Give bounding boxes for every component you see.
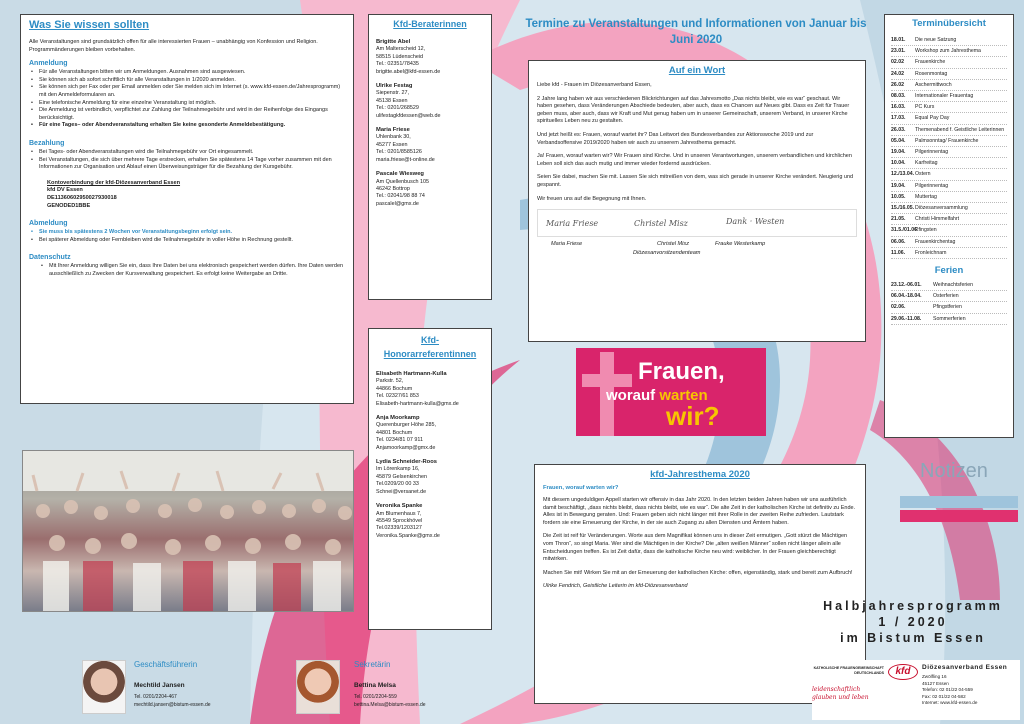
berater-list — [376, 39, 484, 208]
termin-row — [891, 291, 1007, 302]
termin-row — [891, 57, 1007, 68]
termin-text: Pfingstferien — [933, 304, 962, 311]
sig-name-3: Frauke Westerkamp — [715, 241, 766, 248]
termin-text: Equal Pay Day — [915, 115, 950, 122]
anmeldung-item: • Für alle Veranstaltungen bitten wir um Anmeldungen. Ausnahmen sind ausgewiesen. — [29, 69, 345, 77]
termin-row — [891, 46, 1007, 57]
gf-contact — [82, 660, 282, 718]
termin-text: Sommerferien — [933, 315, 966, 322]
contact-name: Maria Friese — [376, 127, 410, 134]
bezahlung-list — [29, 149, 345, 172]
konto-iban: DE11360602950027930018 — [47, 194, 117, 201]
contact-line: 58515 Lüdenscheid — [376, 53, 424, 60]
termin-row — [891, 302, 1007, 313]
contact-line: Tel.: 0201/268529 — [376, 105, 419, 112]
wort-p: Ja! Frauen, worauf warten wir? Wir Frauen sind Kirche. Und in unseren Verantwortungen, unserem verbandlichen und kirchlichen Leben soll sich das auch mutig und immer wieder fordernd ausdrücken. — [537, 153, 852, 167]
contact-line: Am Malterscheid 12, — [376, 46, 426, 53]
termin-text: Osterferien — [933, 293, 959, 300]
wort-title: Auf ein Wort — [668, 65, 726, 76]
banner-line3: wir? — [666, 401, 720, 431]
termin-row — [891, 69, 1007, 80]
termin-row — [891, 125, 1007, 136]
contact-line: Tel. 0234/81 07 911 — [376, 437, 423, 444]
wort-p: Liebe kfd - Frauen im Diözesanverband Essen, — [537, 82, 652, 88]
contact-line: 44801 Bochum — [376, 429, 413, 436]
dv-address-line: 45127 Essen — [922, 680, 949, 686]
termin-date: 02.02 — [891, 59, 904, 66]
termin-row — [891, 35, 1007, 46]
bezahlung-item: • Bei Veranstaltungen, die sich über mehrere Tage erstrecken, erhalten Sie spätestens 14 Tage vorher zusammen mit den Informationen zur Organisation und Ablauf einen Überweisungsträger für die Bezahlung der Kursgebühr. — [29, 157, 345, 172]
contact-line[interactable]: Anjamoorkamp@gmx.de — [376, 444, 436, 451]
contact-line: 44866 Bochum — [376, 385, 413, 392]
anmeldung-list — [29, 69, 345, 130]
termin-text: Karfreitag — [915, 160, 938, 167]
contact-line: 45138 Essen — [376, 97, 408, 104]
uebersicht-box — [884, 14, 1014, 438]
abmeldung-list — [29, 229, 345, 244]
konto-block — [47, 180, 345, 210]
termin-text: Internationaler Frauentag — [915, 93, 974, 100]
konto-heading: Kontoverbindung der kfd-Diözesanverband Essen — [47, 179, 181, 186]
honorar-list — [376, 371, 484, 540]
termin-row — [891, 102, 1007, 113]
termin-date: 31.5./01.06. — [891, 227, 919, 234]
contact-person — [376, 415, 484, 452]
anmeldung-item: • Sie können sich per Fax oder per Email anmelden oder Sie melden sich im Internet (s. www.kfd-essen.de/Jahresprogramm) mit den Anmeldeformularen an. — [29, 84, 345, 99]
signature-strip — [537, 209, 857, 237]
termin-row — [891, 203, 1007, 214]
termin-row — [891, 80, 1007, 91]
notizen-label: Notizen — [920, 460, 988, 482]
termin-date: 26.03. — [891, 126, 906, 133]
anmeldung-item: • Für eine Tages– oder Abendveranstaltung erhalten Sie keine gesonderte Anmeldebestätigung. — [29, 122, 345, 130]
notizen-bar-pink — [900, 510, 1018, 522]
contact-line: Am Quellenbusch 105 — [376, 178, 430, 185]
program-title — [808, 598, 1018, 646]
contact-line: Tel.: 02041/98 88 74 — [376, 193, 425, 200]
termin-text: Diözesanversammlung — [915, 205, 968, 212]
contact-name: Brigitte Abel — [376, 39, 411, 45]
kfd-small: KATHOLISCHE FRAUENGEMEINSCHAFT DEUTSCHLANDS — [813, 666, 884, 675]
contact-line[interactable]: Elisabeth-hartmann-kulla@gmx.de — [376, 400, 459, 407]
termin-date: 06.06. — [891, 238, 906, 245]
contact-person — [376, 127, 484, 164]
program-line2: 1 / 2020 — [878, 615, 948, 629]
berater-title: Kfd-Beraterinnen — [393, 19, 467, 29]
termin-row — [891, 280, 1007, 291]
termin-text: Christi Himmelfahrt — [915, 216, 960, 223]
berater-box — [368, 14, 492, 300]
termin-text: PC Kurs — [915, 104, 935, 111]
dv-address-line: Telefon: 02 01/22 04-559 — [922, 687, 973, 693]
info-box — [20, 14, 354, 404]
termin-row — [891, 147, 1007, 158]
contact-line: Tel.: 0201/8585126 — [376, 149, 422, 156]
anmeldung-item: • Eine telefonische Anmeldung für eine einzelne Veranstaltung ist möglich. — [29, 100, 345, 108]
termin-date: 17.03. — [891, 115, 906, 122]
signature-3: Dank · Westen — [726, 217, 785, 227]
contact-line[interactable]: pascalel@gmx.de — [376, 200, 419, 207]
honorar-box — [368, 328, 492, 630]
jahresthema-p: Mit diesem ungeduldigen Appell starten wir offensiv in das Jahr 2020. In den letzten beiden Jahren haben wir uns ausführlich damit beschäftigt, „dass nichts bleibt, dass nichts bleibt, wie es war“. Die alte Zeit in der katholischen Kirche ist definitiv zu Ende. Alles ist in Bewegung geraten. Und: Frauen geben sich nicht länger mit ihrer Rolle in der zweiten Reihe zufrieden. Lautstark fordern sie eine Erneuerung der Kirche, in der sie auch Zugang zu allen Diensten und Ämtern haben. — [543, 497, 856, 526]
jahresthema-title: kfd-Jahresthema 2020 — [650, 469, 750, 480]
termin-date: 15./16.05. — [891, 205, 915, 212]
contact-line[interactable]: maria.friese@t-online.de — [376, 156, 435, 163]
contact-line: 45549 Sprockhövel — [376, 517, 423, 524]
contact-line: Tel.02339/1203127 — [376, 525, 422, 532]
wort-p: Seien Sie dabei, machen Sie mit. Lassen Sie sich mitreißen von dem, was sich gerade in unserer Kirche verändert. Neugierig und gespannt. — [537, 174, 854, 188]
campaign-banner — [576, 348, 766, 436]
abmeldung-item: • Bei späterer Abmeldung oder Fernbleiben wird die Teilnahmegebühr in voller Höhe in Rechnung gestellt. — [29, 237, 345, 245]
gf-tel: Tel. 0201/2204-467 — [134, 694, 177, 700]
termin-date: 11.06. — [891, 249, 906, 256]
contact-line: Siepenstr. 27, — [376, 90, 409, 97]
termin-text: Die neue Satzung — [915, 37, 957, 43]
termin-text: Workshop zum Jahresthema — [915, 48, 981, 55]
bezahlung-item: • Bei Tages- oder Abendveranstaltungen wird die Teilnahmegebühr vor Ort eingesammelt. — [29, 149, 345, 157]
termin-date: 21.05. — [891, 216, 906, 223]
termin-text: Pilgerinnentag — [915, 149, 949, 156]
anmeldung-item: • Sie können sich ab sofort schriftlich für alle Veranstaltungen in 1/2020 anmelden. — [29, 77, 345, 85]
termin-text: Weihnachtsferien — [933, 282, 973, 289]
sek-tel: Tel. 0201/2204-559 — [354, 694, 397, 700]
jahresthema-subtitle: Frauen, worauf warten wir? — [543, 485, 619, 491]
contact-person — [376, 39, 484, 76]
datenschutz-item: • Mit Ihrer Anmeldung willigen Sie ein, dass Ihre Daten bei uns elektronisch gespeichert werden dürfen. Ihre Daten werden ausschließlich zu Zwecken der Kursverwaltung gespeichert. Es erfolgt keine Weitergabe an Dritte. — [39, 263, 345, 278]
termin-date: 29.06.-11.08. — [891, 315, 922, 322]
contact-line: Im Lörenkamp 16, — [376, 466, 420, 473]
dv-address-line: Internet: www.kfd-essen.de — [922, 700, 978, 706]
termin-date: 23.01. — [891, 48, 906, 55]
signature-names — [537, 241, 857, 261]
datenschutz-list — [29, 263, 345, 278]
termin-text: Rosenmontag — [915, 70, 948, 77]
program-line1: Halbjahresprogramm — [823, 599, 1003, 613]
termin-date: 23.12.-06.01. — [891, 282, 922, 289]
termin-date: 19.04. — [891, 149, 906, 156]
uebersicht-title: Terminübersicht — [912, 18, 986, 29]
datenschutz-heading: Datenschutz — [29, 254, 71, 262]
termine-heading: Termine zu Veranstaltungen und Informationen von Januar bis Juni 2020 — [525, 18, 867, 46]
notizen-bar-blue — [900, 496, 1018, 508]
sig-name-1: Maria Friese — [551, 241, 583, 248]
kfd-slogan: leidenschaftlich glauben und leben — [812, 686, 869, 701]
jahresthema-p: Die Zeit ist reif für Veränderungen. Worte aus dem Magnifikat können uns in dieser Zeit ermutigen. „Gott stürzt die Mächtigen vom Thron“, so singt Maria. Wer sind die Mächtigen in der Kirche? Die „alten weißen Männer“ sollen nicht länger allein alle Entscheidungen treffen. Es ist Zeit dafür, dass die katholische Kirche neu wird: weiblicher. In der Frauen gleichberechtigt mitwirken. — [543, 533, 848, 563]
contact-line: Tel.0209/20 00 33 — [376, 481, 419, 488]
contact-name: Ulrike Festag — [376, 83, 413, 90]
termin-row — [891, 136, 1007, 147]
termin-text: Aschermittwoch — [915, 81, 952, 88]
termin-row — [891, 214, 1007, 225]
termin-row — [891, 113, 1007, 124]
jahresthema-author: Ulrike Fendrich, Geistliche Leiterin im kfd-Diözesanverband — [543, 583, 688, 590]
kfd-footer — [812, 660, 1020, 720]
anmeldung-item: • Die Anmeldung ist verbindlich, verpflichtet zur Zahlung der Teilnahmegebühr und wird in der Reihenfolge des Eingangs berücksichtigt. — [29, 107, 345, 122]
wort-p: Und jetzt heißt es: Frauen, worauf wartet ihr? Das Leitwort des Bundesverbandes zur Aktionswoche 2019 und zur Verbandsoffensive 2019/2020 haben wir auch zu unserem Jahresthema gemacht. — [537, 131, 814, 146]
contact-person — [376, 503, 484, 540]
sig-name-2: Christel Misz — [657, 241, 690, 248]
gf-mail: mechtild.jansen@bistum-essen.de — [134, 702, 211, 708]
termin-date: 18.01. — [891, 37, 906, 43]
ferien-list — [891, 280, 1007, 325]
contact-line[interactable]: Veronika.Spanke@gmx.de — [376, 532, 440, 539]
termin-date: 19.04. — [891, 182, 906, 189]
abmeldung-heading: Abmeldung — [29, 220, 68, 228]
info-intro: Alle Veranstaltungen sind grundsätzlich offen für alle interessierten Frauen – unabhängig von Konfession und Religion. Programmänderungen bleiben vorbehalten. — [29, 39, 318, 53]
termin-row — [891, 314, 1007, 325]
contact-line: Am Blumenhaus 7, — [376, 510, 422, 517]
signature-1: Maria Friese — [546, 219, 599, 229]
contact-line: Tel. 02327/61 853 — [376, 393, 419, 400]
termin-text: Palmsonntag/ Frauenkirche — [915, 137, 979, 144]
contact-name: Lydia Schneider-Roos — [376, 459, 437, 466]
contact-line: Querenburger Höhe 285, — [376, 422, 436, 429]
dv-address — [922, 674, 977, 707]
contact-line: 45277 Essen — [376, 141, 408, 148]
contact-person — [376, 171, 484, 208]
bezahlung-heading: Bezahlung — [29, 139, 65, 147]
termin-row — [891, 158, 1007, 169]
contact-person — [376, 459, 484, 496]
termin-row — [891, 169, 1007, 180]
gf-avatar — [82, 660, 126, 714]
dv-address-line: Zwölfling 16 — [922, 674, 947, 679]
konto-bank: kfd DV Essen — [47, 187, 83, 194]
contact-person — [376, 371, 484, 408]
termin-text: Pilgerinnentag — [915, 182, 949, 189]
contact-name: Pascale Wiesweg — [376, 171, 424, 178]
dv-name: Diözesanverband Essen — [922, 664, 1008, 671]
wort-box — [528, 60, 866, 342]
termin-row — [891, 91, 1007, 102]
termin-date: 12./13.04. — [891, 171, 915, 178]
termin-row — [891, 181, 1007, 192]
contact-line[interactable]: brigitte.abel@kfd-essen.de — [376, 68, 441, 75]
banner-warten: warten — [659, 387, 708, 404]
group-photo — [22, 450, 354, 612]
contact-name: Elisabeth Hartmann-Kulla — [376, 371, 447, 377]
termin-text: Themenabend f. Geistliche Leiterinnen — [915, 126, 1005, 133]
termin-row — [891, 225, 1007, 236]
termin-text: Pfingsten — [915, 227, 937, 234]
signature-2: Christel Misz — [634, 219, 688, 229]
termin-text: Frauenkirche — [915, 59, 946, 66]
termin-date: 26.02 — [891, 81, 904, 88]
contact-line[interactable]: ulifestagkfdessen@web.de — [376, 112, 441, 119]
termin-date: 16.03. — [891, 104, 906, 111]
abmeldung-item: • Sie muss bis spätestens 2 Wochen vor Veranstaltungsbeginn erfolgt sein. — [29, 229, 345, 237]
wort-p: Wir freuen uns auf die Begegnung mit Ihnen. — [537, 195, 647, 202]
termin-date: 02.06. — [891, 304, 906, 311]
crowd-illustration — [23, 451, 354, 612]
termin-date: 05.04. — [891, 137, 906, 144]
sek-contact — [296, 660, 496, 718]
contact-line: Parkstr. 52, — [376, 378, 404, 385]
wort-p: 2 Jahre lang haben wir aus verschiedenen Blickrichtungen auf das Jahresmotto „Das nichts bleibt, wie es war“ geschaut. Wir haben gesehen, dass Veränderungen Abschiede bedeuten, aber auch, dass es Chancen auf Neues gibt. Dass es Zeit für Trauer geben muss, aber auch, dass wir Kraft und Mut genug haben um in unserer Gemeinschaft, unserem Verband, in unserer Kirche spirituelles Leben neu zu gestalten. — [537, 95, 850, 125]
contact-line[interactable]: Schnei@versanet.de — [376, 488, 427, 495]
termin-date: 06.04.-18.04. — [891, 293, 922, 300]
sig-sub: Diözesanvorsitzendenteam — [633, 250, 701, 257]
termin-date: 10.04. — [891, 160, 906, 167]
ferien-title: Ferien — [934, 265, 964, 277]
gf-name: Mechtild Jansen — [134, 682, 185, 689]
contact-name: Veronika Spanke — [376, 503, 423, 510]
termin-list — [891, 35, 1007, 259]
sek-mail: bettina.Melsa@bistum-essen.de — [354, 702, 426, 708]
sek-name: Bettina Melsa — [354, 682, 396, 689]
contact-name: Anja Moorkamp — [376, 415, 420, 422]
honorar-title: Kfd-Honorarreferentinnen — [383, 335, 477, 359]
termin-date: 08.03. — [891, 93, 906, 100]
contact-line: Tel.: 02351/78435 — [376, 61, 419, 68]
contact-line: Uhlenbank 30, — [376, 134, 411, 141]
dv-address-line: Fax: 02 01/22 04-582 — [922, 693, 966, 699]
termin-row — [891, 192, 1007, 203]
contact-line: 45879 Gelsenkirchen — [376, 473, 427, 480]
termin-text: Fronleichnam — [915, 249, 947, 256]
sek-title: Sekretärin — [354, 660, 391, 669]
jahresthema-p: Machen Sie mit! Wirken Sie mit an der Erneuerung der katholischen Kirche: offen, eigenständig, stark und bereit zum Aufbruch! — [543, 569, 853, 576]
program-line3: im Bistum Essen — [840, 631, 986, 645]
termin-text: Frauenkirchentag — [915, 238, 956, 245]
banner-line1: Frauen, — [638, 358, 725, 385]
banner-worauf: worauf — [606, 387, 656, 404]
termin-text: Muttertag — [915, 193, 937, 200]
termin-date: 10.05. — [891, 193, 906, 200]
gf-title: Geschäftsführerin — [134, 660, 198, 669]
termin-row — [891, 237, 1007, 248]
info-title: Was Sie wissen sollten — [29, 19, 150, 31]
contact-line: 46242 Bottrop — [376, 185, 410, 192]
termin-text: Ostern — [915, 171, 931, 178]
kfd-logo: kfd — [888, 664, 918, 680]
termin-row — [891, 248, 1007, 259]
anmeldung-heading: Anmeldung — [29, 60, 68, 68]
konto-bic: GENODED1BBE — [47, 202, 91, 209]
contact-person — [376, 83, 484, 120]
termin-date: 24.02 — [891, 70, 904, 77]
sek-avatar — [296, 660, 340, 714]
